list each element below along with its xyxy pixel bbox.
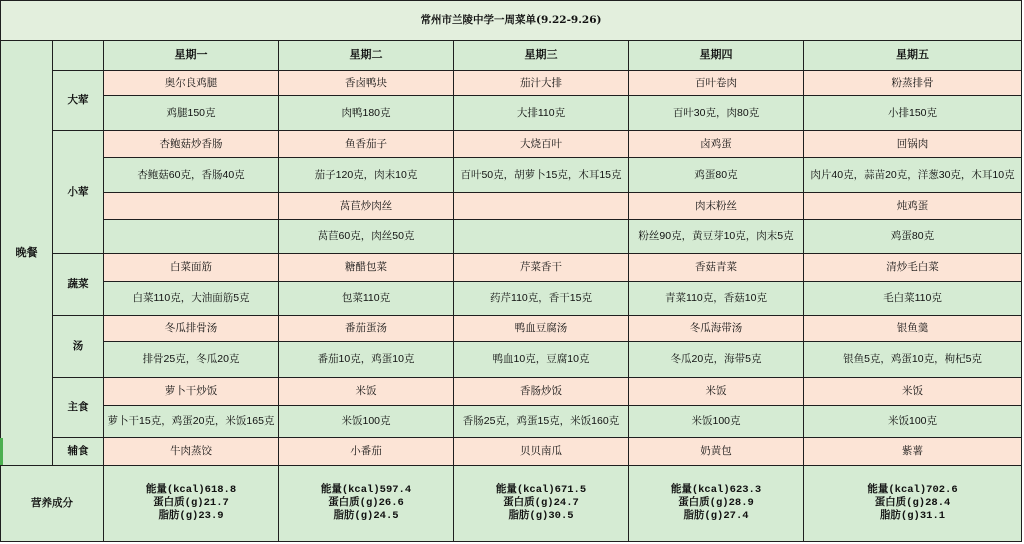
ingredient-cell[interactable]: 包菜110克 xyxy=(279,282,454,316)
category-label-soup[interactable]: 汤 xyxy=(53,316,104,378)
dish-cell[interactable]: 鸭血豆腐汤 xyxy=(454,316,629,342)
dish-cell[interactable]: 回锅肉 xyxy=(804,131,1022,158)
ingredient-cell[interactable]: 米饭100克 xyxy=(629,406,804,438)
ingredient-cell[interactable]: 莴苣60克，肉丝50克 xyxy=(279,220,454,254)
ingredient-cell[interactable]: 米饭100克 xyxy=(279,406,454,438)
protein-value: 26.6 xyxy=(378,497,404,509)
protein-line xyxy=(106,497,276,510)
energy-line xyxy=(281,484,451,497)
fat-line xyxy=(106,510,276,523)
energy-value: 618.8 xyxy=(204,484,237,496)
day-header-5[interactable]: 星期五 xyxy=(804,41,1022,71)
dish-cell[interactable]: 清炒毛白菜 xyxy=(804,254,1022,282)
energy-label: 能量(kcal) xyxy=(670,484,730,496)
energy-line xyxy=(806,484,1019,497)
fat-line xyxy=(281,510,451,523)
ingredient-cell[interactable]: 毛白菜110克 xyxy=(804,282,1022,316)
ingredient-cell[interactable]: 排骨25克，冬瓜20克 xyxy=(104,342,279,378)
category-label-side[interactable]: 辅食 xyxy=(53,438,104,466)
ingredient-cell[interactable]: 大排110克 xyxy=(454,96,629,131)
ingredient-cell[interactable] xyxy=(454,220,629,254)
protein-value: 21.7 xyxy=(203,497,229,509)
ingredient-cell[interactable]: 鸡腿150克 xyxy=(104,96,279,131)
category-label-major-meat[interactable]: 大荤 xyxy=(53,71,104,131)
fat-line xyxy=(806,510,1019,523)
ingredient-cell[interactable]: 冬瓜20克，海带5克 xyxy=(629,342,804,378)
dish-cell[interactable]: 卤鸡蛋 xyxy=(629,131,804,158)
dish-cell[interactable]: 白菜面筋 xyxy=(104,254,279,282)
ingredient-cell[interactable]: 鸡蛋80克 xyxy=(629,158,804,193)
ingredient-cell[interactable]: 百叶30克，肉80克 xyxy=(629,96,804,131)
protein-value: 24.7 xyxy=(553,497,579,509)
ingredient-cell[interactable]: 青菜110克，香菇10克 xyxy=(629,282,804,316)
energy-label: 能量(kcal) xyxy=(495,484,555,496)
energy-label: 能量(kcal) xyxy=(145,484,205,496)
protein-label: 蛋白质(g) xyxy=(328,497,379,509)
dish-cell[interactable]: 米饭 xyxy=(804,378,1022,406)
dish-cell[interactable]: 紫薯 xyxy=(804,438,1022,466)
ingredient-cell[interactable]: 银鱼5克，鸡蛋10克，枸杞5克 xyxy=(804,342,1022,378)
category-label-staple[interactable]: 主食 xyxy=(53,378,104,438)
dish-cell[interactable]: 糖醋包菜 xyxy=(279,254,454,282)
fat-value: 24.5 xyxy=(373,510,399,522)
category-label-minor-meat[interactable]: 小荤 xyxy=(53,131,104,254)
energy-label: 能量(kcal) xyxy=(320,484,380,496)
dish-cell[interactable]: 奥尔良鸡腿 xyxy=(104,71,279,96)
nutrition-cell[interactable] xyxy=(279,466,454,542)
dish-cell[interactable]: 莴苣炒肉丝 xyxy=(279,193,454,220)
protein-label: 蛋白质(g) xyxy=(678,497,729,509)
fat-line xyxy=(631,510,801,523)
dish-cell[interactable]: 芹菜香干 xyxy=(454,254,629,282)
nutrition-cell[interactable] xyxy=(804,466,1022,542)
ingredient-cell[interactable]: 药芹110克，香干15克 xyxy=(454,282,629,316)
dish-cell[interactable]: 大烧百叶 xyxy=(454,131,629,158)
energy-line xyxy=(456,484,626,497)
ingredient-cell[interactable]: 鸡蛋80克 xyxy=(804,220,1022,254)
day-header-2[interactable]: 星期二 xyxy=(279,41,454,71)
dish-cell[interactable]: 肉末粉丝 xyxy=(629,193,804,220)
dish-cell[interactable]: 贝贝南瓜 xyxy=(454,438,629,466)
energy-line xyxy=(631,484,801,497)
dish-cell[interactable]: 炖鸡蛋 xyxy=(804,193,1022,220)
ingredient-cell[interactable]: 白菜110克，大油面筋5克 xyxy=(104,282,279,316)
day-header-3[interactable]: 星期三 xyxy=(454,41,629,71)
ingredient-cell[interactable]: 番茄10克，鸡蛋10克 xyxy=(279,342,454,378)
dish-cell[interactable]: 银鱼羹 xyxy=(804,316,1022,342)
energy-value: 597.4 xyxy=(379,484,412,496)
dish-cell[interactable]: 冬瓜排骨汤 xyxy=(104,316,279,342)
energy-label: 能量(kcal) xyxy=(867,484,927,496)
fat-value: 27.4 xyxy=(723,510,749,522)
fat-value: 23.9 xyxy=(198,510,224,522)
dish-cell[interactable]: 牛肉蒸饺 xyxy=(104,438,279,466)
fat-label: 脂肪(g) xyxy=(508,510,549,522)
nutrition-label[interactable]: 营养成分 xyxy=(1,466,104,542)
ingredient-cell[interactable]: 肉片40克，蒜苗20克，洋葱30克，木耳10克 xyxy=(804,158,1022,193)
dish-cell[interactable]: 冬瓜海带汤 xyxy=(629,316,804,342)
energy-value: 623.3 xyxy=(729,484,762,496)
ingredient-cell[interactable]: 百叶50克，胡萝卜15克，木耳15克 xyxy=(454,158,629,193)
fat-label: 脂肪(g) xyxy=(333,510,374,522)
ingredient-cell[interactable]: 杏鲍菇60克，香肠40克 xyxy=(104,158,279,193)
menu-title[interactable]: 常州市兰陵中学一周菜单(9.22-9.26) xyxy=(1,1,1022,41)
fat-value: 31.1 xyxy=(919,510,946,522)
dish-cell[interactable]: 百叶卷肉 xyxy=(629,71,804,96)
dish-cell[interactable]: 茄汁大排 xyxy=(454,71,629,96)
dish-cell[interactable]: 粉蒸排骨 xyxy=(804,71,1022,96)
day-header-1[interactable]: 星期一 xyxy=(104,41,279,71)
protein-label: 蛋白质(g) xyxy=(503,497,554,509)
fat-line xyxy=(456,510,626,523)
ingredient-cell[interactable]: 香肠25克，鸡蛋15克，米饭160克 xyxy=(454,406,629,438)
day-header-4[interactable]: 星期四 xyxy=(629,41,804,71)
fat-value: 30.5 xyxy=(548,510,574,522)
dish-cell[interactable]: 萝卜干炒饭 xyxy=(104,378,279,406)
header-corner-cell[interactable] xyxy=(53,41,104,71)
energy-value: 671.5 xyxy=(554,484,587,496)
nutrition-cell[interactable] xyxy=(454,466,629,542)
ingredient-cell[interactable]: 小排150克 xyxy=(804,96,1022,131)
dish-cell[interactable]: 奶黄包 xyxy=(629,438,804,466)
fat-label: 脂肪(g) xyxy=(683,510,724,522)
protein-value: 28.9 xyxy=(728,497,754,509)
dish-cell[interactable]: 米饭 xyxy=(279,378,454,406)
dish-cell[interactable]: 米饭 xyxy=(629,378,804,406)
dish-cell[interactable]: 小番茄 xyxy=(279,438,454,466)
dish-cell[interactable] xyxy=(104,193,279,220)
ingredient-cell[interactable]: 萝卜干15克，鸡蛋20克，米饭165克 xyxy=(104,406,279,438)
category-label-vegetables[interactable]: 蔬菜 xyxy=(53,254,104,316)
protein-label: 蛋白质(g) xyxy=(874,497,926,509)
ingredient-cell[interactable]: 茄子120克，肉末10克 xyxy=(279,158,454,193)
fat-label: 脂肪(g) xyxy=(158,510,199,522)
dish-cell[interactable]: 香卤鸭块 xyxy=(279,71,454,96)
fat-label: 脂肪(g) xyxy=(879,510,920,522)
dish-cell[interactable]: 鱼香茄子 xyxy=(279,131,454,158)
energy-value: 702.6 xyxy=(926,484,958,496)
dish-cell[interactable]: 杏鲍菇炒香肠 xyxy=(104,131,279,158)
dish-cell[interactable]: 番茄蛋汤 xyxy=(279,316,454,342)
ingredient-cell[interactable]: 鸭血10克，豆腐10克 xyxy=(454,342,629,378)
row-selection-marker xyxy=(0,438,3,465)
energy-line xyxy=(106,484,276,497)
ingredient-cell[interactable]: 米饭100克 xyxy=(804,406,1022,438)
protein-line xyxy=(806,497,1019,510)
ingredient-cell[interactable]: 粉丝90克，黄豆芽10克，肉末5克 xyxy=(629,220,804,254)
protein-line xyxy=(631,497,801,510)
ingredient-cell[interactable]: 肉鸭180克 xyxy=(279,96,454,131)
ingredient-cell[interactable] xyxy=(104,220,279,254)
nutrition-cell[interactable] xyxy=(629,466,804,542)
protein-value: 28.4 xyxy=(925,497,951,509)
meal-label[interactable]: 晚餐 xyxy=(1,41,53,466)
protein-line xyxy=(456,497,626,510)
protein-label: 蛋白质(g) xyxy=(153,497,204,509)
dish-cell[interactable]: 香菇青菜 xyxy=(629,254,804,282)
nutrition-cell[interactable] xyxy=(104,466,279,542)
dish-cell[interactable] xyxy=(454,193,629,220)
dish-cell[interactable]: 香肠炒饭 xyxy=(454,378,629,406)
protein-line xyxy=(281,497,451,510)
